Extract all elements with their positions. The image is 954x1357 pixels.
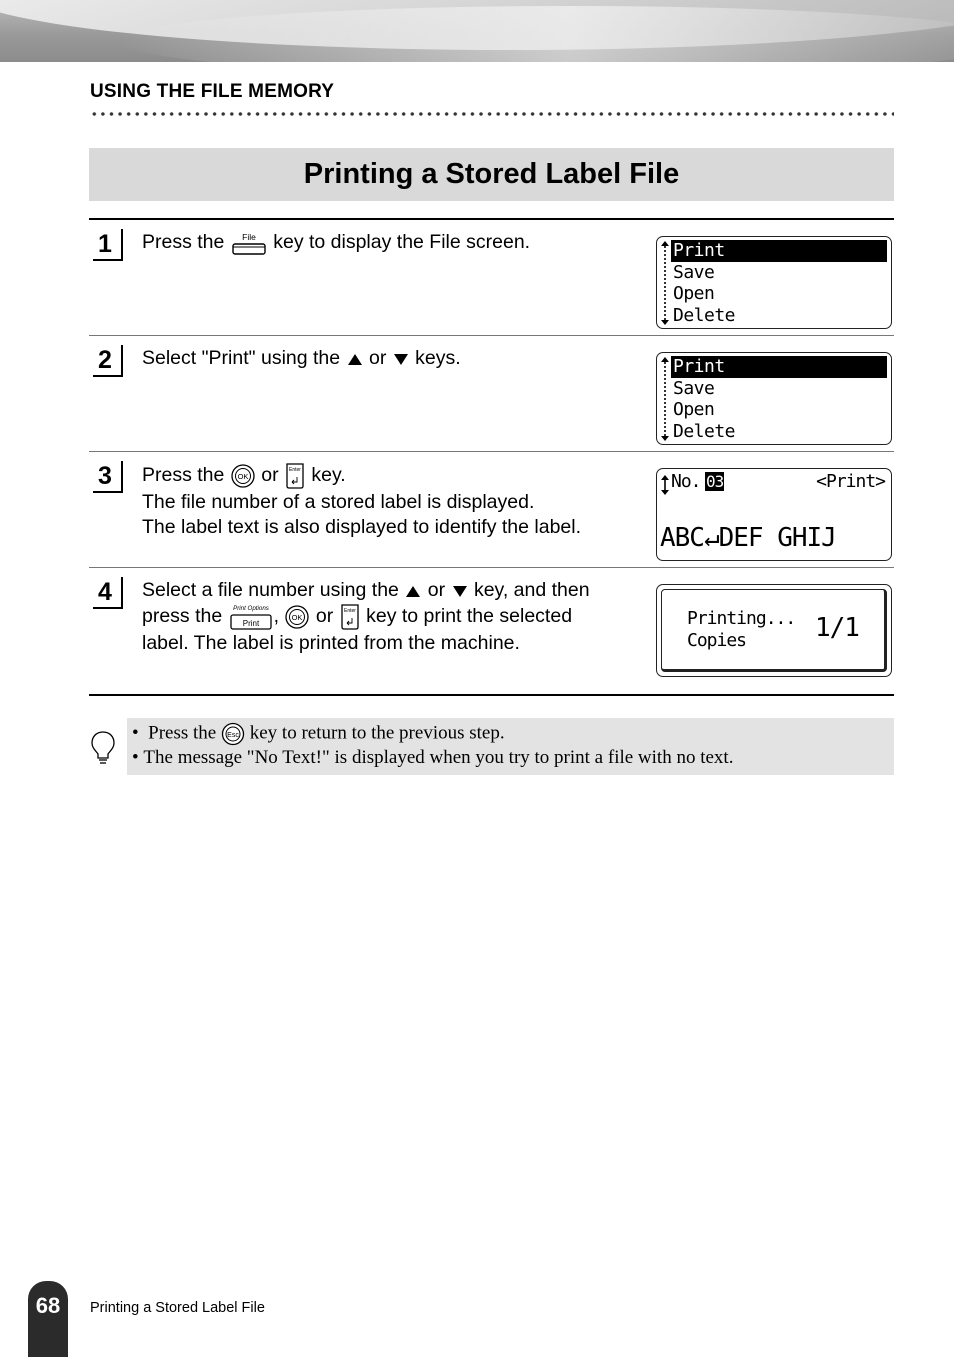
lcd-no-label: No. [671,471,701,492]
lcd-menu-item: Delete [673,304,736,326]
scroll-arrows-icon [661,357,669,441]
lcd-menu-item: Print [671,356,887,378]
step-number: 3 [93,461,123,493]
lcd-file-number [656,468,892,561]
step-divider [89,335,894,336]
enter-key-icon [284,462,306,490]
lightbulb-icon [90,730,116,766]
lcd-label-text: ABC↵DEF GHIJ [660,523,836,553]
step-number: 4 [93,577,123,609]
esc-key-icon [221,722,245,746]
lcd-menu-item: Print [671,240,887,262]
up-arrow-icon [346,351,364,367]
footer-title: Printing a Stored Label File [90,1300,265,1316]
table-top-rule [89,218,894,220]
lcd-printing-screen [656,584,892,677]
step-3-text: Press the OK or Enter key. The file number of a stored label is displayed. The label text is also displayed to identify the label. [142,462,581,540]
svg-text:Enter: Enter [343,608,356,614]
enter-key-icon [339,603,361,631]
lcd-mode: <Print> [816,471,885,492]
lcd-file-menu [656,236,892,329]
lcd-menu-item: Save [673,377,715,399]
section-header: USING THE FILE MEMORY [90,81,335,102]
lcd-file-number-value: 03 [706,472,724,491]
step-4-text: Select a file number using the or key, and then press the Print Options Print , OK or Enter key to print the selected label. The label is printed from the machine. [142,579,590,654]
lcd-copies-label: Copies [687,630,747,651]
step-number: 2 [93,345,123,377]
step-divider [89,567,894,568]
svg-text:Enter: Enter [289,467,301,473]
lcd-menu-item: Save [673,261,715,283]
step-divider [89,451,894,452]
scroll-arrows-icon [661,241,669,325]
scroll-arrows-icon [661,475,669,495]
down-arrow-icon [451,583,469,599]
print-key-icon [228,603,274,631]
down-arrow-icon [392,351,410,367]
step-2-text: Select "Print" using the or keys. [142,347,461,369]
title-box [89,148,894,201]
ok-key-icon [284,604,310,630]
table-bottom-rule [89,694,894,696]
svg-text:Print: Print [242,619,259,628]
svg-text:Print Options: Print Options [232,605,269,612]
file-key-icon [230,230,268,256]
lcd-menu-item: Open [673,399,715,420]
svg-text:OK: OK [292,613,303,622]
top-banner [0,0,954,62]
tip-item: • The message "No Text!" is displayed when you try to print a file with no text. [132,747,734,768]
page-title: Printing a Stored Label File [303,158,680,190]
lcd-menu-item: Open [673,283,715,304]
lcd-menu-item: Delete [673,420,736,442]
tip-item: • Press the Esc key to return to the previous step. [132,722,505,746]
step-number: 1 [93,229,123,261]
tip-box [127,718,894,775]
svg-text:OK: OK [237,472,249,481]
lcd-printing-text: Printing... [687,608,796,629]
ok-key-icon [230,463,256,489]
lcd-copies-count: 1/1 [815,613,859,643]
page-number: 68 [35,1293,61,1318]
step-1-text: Press the File key to display the File screen. [142,230,530,256]
dotted-divider [90,111,894,117]
lcd-file-menu [656,352,892,445]
svg-text:File: File [241,232,256,242]
svg-text:Esc: Esc [227,732,239,739]
up-arrow-icon [404,583,422,599]
